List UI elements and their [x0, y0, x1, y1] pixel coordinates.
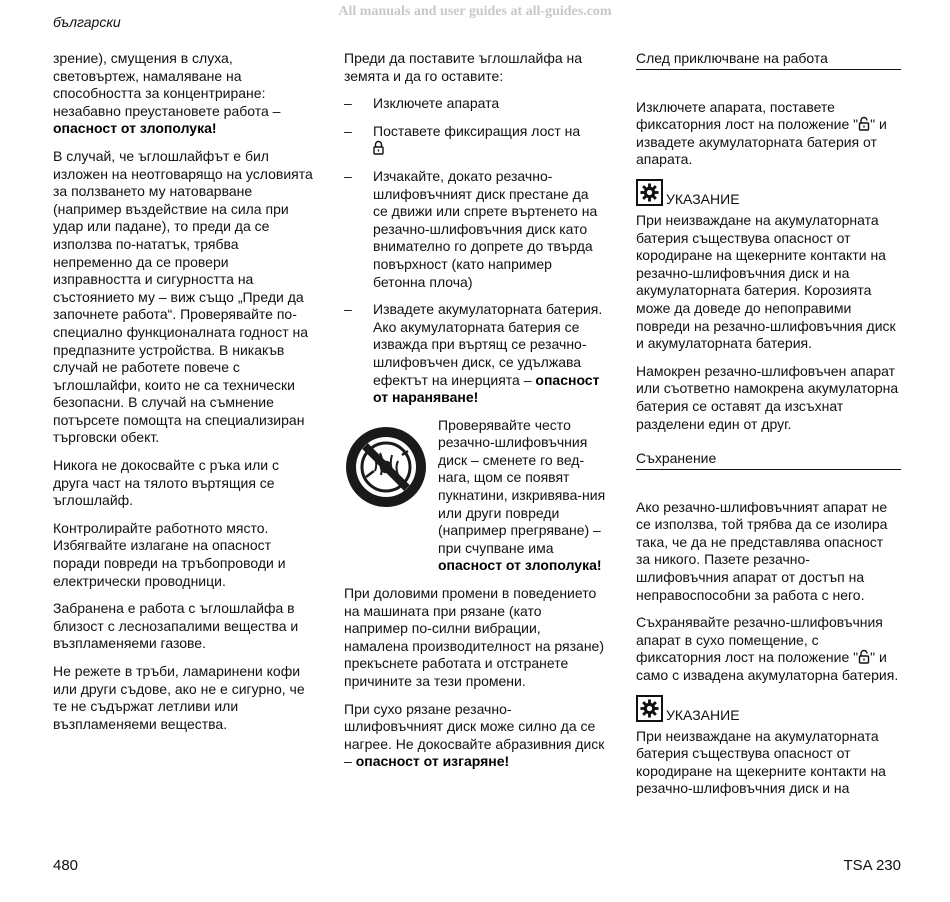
- paragraph-text: Съхранявайте резачно-шлифовъчния апарат в сухо помещение, с фиксаторния лост на положение ": [636, 614, 883, 666]
- column-3: [636, 50, 901, 808]
- page-number: 480: [53, 857, 79, 874]
- danger-text: опасност от нараняване!: [373, 371, 600, 406]
- list-item-text: Изключете апарата: [373, 95, 500, 112]
- paragraph: При доловими промени в поведението на машината при рязане (като например по-силни вибрации, намалена производителност на рязане) прекъснете работата и отстранете причините за тези промени.: [344, 585, 604, 689]
- note-heading: [636, 695, 901, 722]
- danger-text: опасност от изгаряне!: [355, 753, 510, 770]
- paragraph: [53, 50, 318, 138]
- list-item: [344, 301, 607, 407]
- paragraph: Ако резачно-шлифовъчният апарат не се използва, той трябва да се изолира така, че да не представлява опасност за никого. Пазете резачно-шлифовъчния апарат от достъп на неправоспособни за работа с него.: [636, 498, 888, 603]
- lock-open-icon: [858, 116, 870, 131]
- lock-open-icon: [858, 649, 870, 664]
- section-title: Съхранение: [636, 450, 901, 470]
- no-damaged-disc-icon: [344, 417, 438, 575]
- gear-icon: [636, 179, 663, 206]
- list-item: [344, 168, 607, 291]
- list-item-label: Поставете фиксиращия лост на: [373, 122, 581, 139]
- note-label: УКАЗАНИЕ: [666, 190, 740, 207]
- list-item-text: [373, 301, 607, 407]
- warning-label: Проверявайте често резачно-шлифовъчния диск – сменете го вед-нага, щом се появят пукнатини, изкривява-ния или други повреди (например прегряване) – при счупване има: [438, 416, 606, 556]
- warning-block: [344, 417, 607, 575]
- paragraph-text: " и извадете акумулаторната батерия от апарата.: [636, 116, 887, 168]
- lock-closed-icon: [373, 140, 384, 155]
- list-item: [344, 95, 607, 113]
- warning-text: [438, 417, 607, 575]
- danger-text: опасност от злополука!: [53, 120, 217, 137]
- paragraph: Забранена е работа с ъглошлайфа в близост с леснозапалими вещества и възпламеняеми газове.: [53, 600, 299, 652]
- list-item-text: [373, 123, 607, 158]
- danger-text: опасност от злополука!: [438, 557, 602, 574]
- list-item-text: Изчакайте, докато резачно-шлифовъчният диск престане да се движи или спрете въртенето на резачно-шлифовъчния диск като внимателно го допрете до твърда повърхност (като например бетонна плоча): [373, 167, 598, 290]
- list-item: [344, 123, 607, 158]
- paragraph-text: " и само с извадена акумулаторна батерия.: [636, 649, 899, 684]
- note-heading: [636, 179, 901, 206]
- paragraph: В случай, че ъглошлайфът е бил изложен на неотговарящо на условията за ползването му натоварване (например въздействие на сила при удар или падане), то преди да се използва по-нататък, трябва непременно да се провери изправността и сигурността на състоянието му – виж също „Преди да започнете работа“. Проверявайте по-специално функционалната годност на предпазните устройства. В никакъв случай не работете повече с ъглошлайфи, които не са технически безопасни. В случай на съмнение потърсете помощта на специализиран търговски обект.: [53, 147, 313, 446]
- bullet-dash: –: [344, 167, 352, 184]
- bullet-dash: –: [344, 95, 352, 112]
- paragraph: Намокрен резачно-шлифовъчен апарат или съответно намокрена акумулаторна батерия се оставят да изсъхнат разделени един от друг.: [636, 362, 899, 432]
- list-item-label: Извадете акумулаторната батерия. Ако акумулаторната батерия се изважда при въртящ се резачно-шлифовъчен диск, се удължава ефектът на инерцията –: [373, 301, 603, 388]
- paragraph: Преди да поставите ъглошлайфа на земята и да го оставите:: [344, 50, 583, 84]
- paragraph: При неизваждане на акумулаторната батерия съществува опасност от кородиране на щекерните контакти на резачно-шлифовъчния диск и на акумулаторната батерия. Корозията може да доведе до непоправими повреди на резачно-шлифовъчния диск и акумулаторната батерия.: [636, 211, 896, 352]
- watermark: All manuals and user guides at all-guides.com: [338, 4, 612, 19]
- paragraph: [636, 614, 901, 684]
- bullet-dash: –: [344, 301, 352, 318]
- paragraph: Никога не докосвайте с ръка или с друга част на тялото въртящия се ъглошлайф.: [53, 457, 279, 509]
- note-label: УКАЗАНИЕ: [666, 706, 740, 723]
- section-title: След приключване на работа: [636, 50, 901, 70]
- model-name: TSA 230: [843, 857, 901, 874]
- column-2: [344, 50, 607, 781]
- paragraph: При неизваждане на акумулаторната батерия съществува опасност от кородиране на щекерните контакти на резачно-шлифовъчния диск и на: [636, 727, 886, 797]
- paragraph: Не режете в тръби, ламаринени кофи или други съдове, ако не е сигурно, че те не съдържат летливи или възпламеняеми вещества.: [53, 663, 305, 732]
- paragraph-text: Изключете апарата, поставете фиксаторния лост на положение ": [636, 98, 859, 133]
- paragraph: Контролирайте работното място. Избягвайте излагане на опасност поради повреди на тръбопроводи и електрически проводници.: [53, 519, 286, 589]
- gear-icon: [636, 695, 663, 722]
- paragraph: [636, 99, 901, 169]
- paragraph-text: При сухо рязане резачно-шлифовъчният диск може силно да се нагрее. Не докосвайте абразивния диск –: [344, 700, 605, 770]
- language-header: български: [53, 14, 121, 30]
- bullet-dash: –: [344, 122, 352, 139]
- paragraph: [344, 701, 607, 771]
- column-1: [53, 50, 318, 743]
- paragraph-text: зрение), смущения в слуха, световъртеж, намаляване на способността за концентриране: незабавно преустановете работа –: [53, 50, 281, 119]
